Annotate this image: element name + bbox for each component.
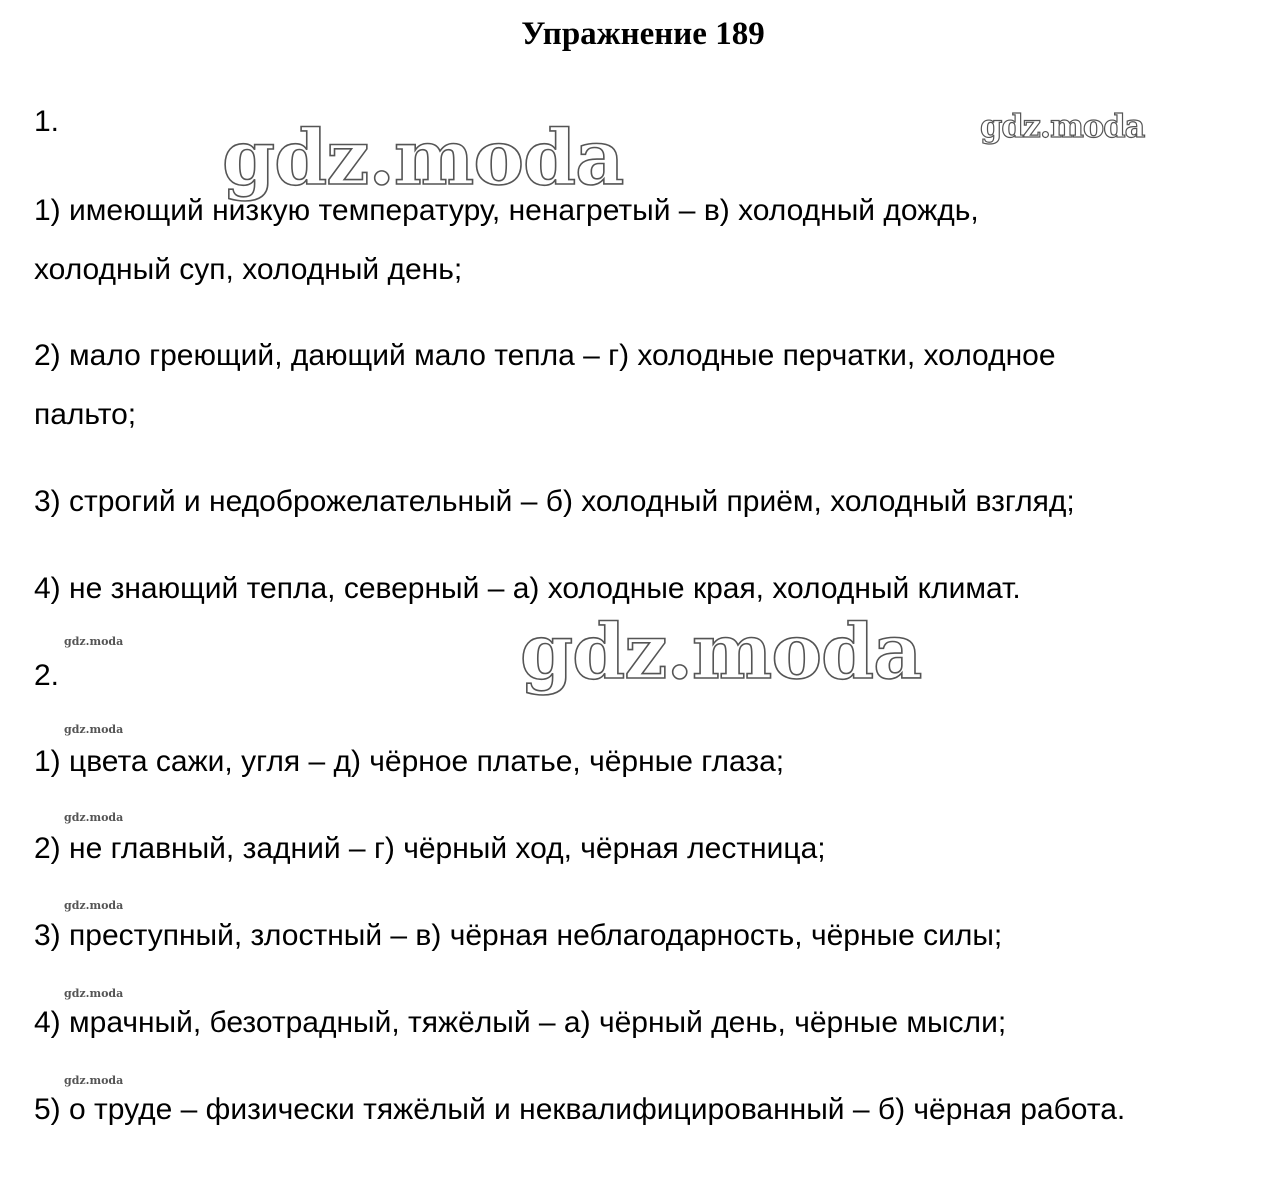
watermark-logo: gdz.moda [222,113,624,202]
answer-line: 1) имеющий низкую температуру, ненагретый – в) холодный дождь, [34,194,979,227]
watermark-logo: gdz.moda [980,107,1145,145]
answer-line: 1) цвета сажи, угля – д) чёрное платье, чёрные глаза; [34,745,785,778]
exercise-title: Упражнение 189 [521,16,765,52]
watermark-logo: gdz.moda [64,635,124,648]
watermark-logo: gdz.moda [64,899,124,912]
answer-line: 2) мало греющий, дающий мало тепла – г) холодные перчатки, холодное [34,339,1056,372]
answer-line: 5) о труде – физически тяжёлый и неквалифицированный – б) чёрная работа. [34,1093,1126,1126]
watermark-logo: gdz.moda [64,811,124,824]
answer-line: 4) мрачный, безотрадный, тяжёлый – а) чёрный день, чёрные мысли; [34,1006,1007,1039]
answer-line: холодный суп, холодный день; [34,253,463,286]
watermark-logo: gdz.moda [64,723,124,736]
answer-line: 4) не знающий тепла, северный – а) холодные края, холодный климат. [34,572,1021,605]
answer-line: пальто; [34,398,137,431]
watermark-logo: gdz.moda [64,1074,124,1087]
answer-line: 3) преступный, злостный – в) чёрная неблагодарность, чёрные силы; [34,919,1003,952]
section-number: 2. [34,659,60,692]
section-number: 1. [34,105,60,138]
answer-line: 2) не главный, задний – г) чёрный ход, чёрная лестница; [34,832,826,865]
watermark-logo: gdz.moda [64,987,124,1000]
watermark-logo: gdz.moda [520,607,922,696]
answer-line: 3) строгий и недоброжелательный – б) холодный приём, холодный взгляд; [34,485,1075,518]
